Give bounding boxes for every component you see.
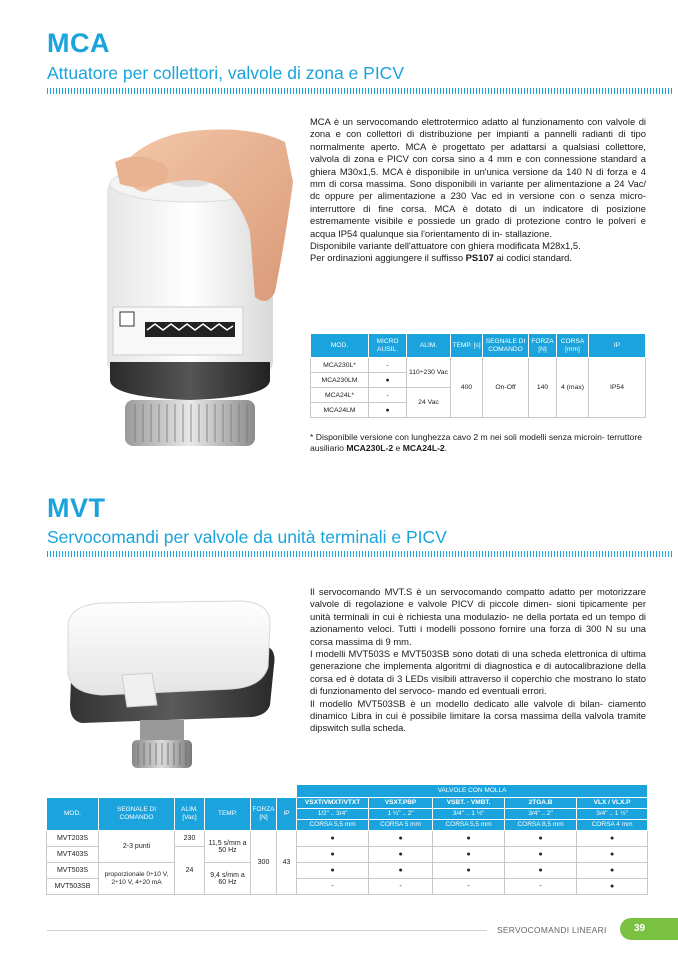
mca-row-micro: - [369, 388, 407, 403]
mvt-table-group-header [47, 785, 648, 798]
mvt-mark: ● [297, 863, 369, 879]
mvt-table-valve-names [47, 798, 648, 809]
mvt-col-forza: FORZA [N] [251, 798, 277, 831]
page-number-badge: 39 [620, 918, 678, 940]
mvt-mark: ● [577, 831, 648, 847]
mca-col-ip: IP [589, 334, 646, 358]
mvt-valves-group: VALVOLE CON MOLLA [297, 785, 648, 798]
mca-order-text [310, 252, 646, 264]
mca-order-pre: Per ordinazioni aggiungere il suffisso [310, 252, 466, 264]
mca-row-mod: MCA230L* [311, 358, 369, 373]
mvt-alim-2: 24 [175, 847, 205, 895]
mvt-temp-2: 9,4 s/mm a 60 Hz [205, 863, 251, 895]
mca-order-post: ai codici standard. [493, 252, 572, 264]
mca-col-mod: MOD. [311, 334, 369, 358]
mca-forza: 140 [529, 358, 557, 418]
mvt-valve-corsa: CORSA 5,5 mm [433, 820, 505, 831]
mca-note-pre: * Disponibile versione con lunghezza cavo 2 m nei soli modelli senza microin- terruttore ausiliario [310, 432, 642, 453]
mca-footnote [310, 432, 646, 454]
mvt-mark: ● [433, 831, 505, 847]
mvt-desc-2: I modelli MVT503S e MVT503SB sono dotati di una scheda elettronica di ultima generazione che implementa algoritmi di diagnostica e di autocalibrazione della corsa ed è dotata di 3 LEDs visibili attraverso il coperchio che mostrano lo stato di funzionamento del servoco- mando ed eventuali errori. [310, 648, 646, 697]
mca-order-suffix: PS107 [465, 252, 494, 264]
mvt-alim-1: 230 [175, 831, 205, 847]
table-row [47, 831, 648, 847]
mvt-valve-corsa: CORSA 5 mm [369, 820, 433, 831]
mca-note-model-2: MCA24L-2 [402, 443, 445, 453]
mvt-col-mod: MOD. [47, 798, 99, 831]
mca-row-micro: - [369, 358, 407, 373]
mvt-subtitle: Servocomandi per valvole da unità terminali e PICV [47, 527, 447, 547]
mvt-spec-table [46, 784, 648, 895]
mvt-valve-size: 1/2" .. 3/4" [297, 809, 369, 820]
mca-table-header [311, 334, 646, 358]
mca-col-corsa: CORSA [mm] [557, 334, 589, 358]
mvt-valve-name: 2TGA.B [505, 798, 577, 809]
mvt-title: MVT [47, 493, 106, 523]
mvt-mark: - [297, 879, 369, 895]
mca-variant-text: Disponibile variante dell'attuatore con ghiera modificata M28x1,5. [310, 240, 581, 252]
mca-subtitle: Attuatore per collettori, valvole di zona e PICV [47, 63, 404, 83]
mvt-col-temp: TEMP. [205, 798, 251, 831]
mvt-desc-3: Il modello MVT503SB è un modello dedicato alle valvole di bilan- ciamento dinamico Libra in cui è possibile limitare la corsa massima della valvola tramite dipswitch sulla scheda. [310, 697, 646, 734]
mvt-desc-1: Il servocomando MVT.S è un servocomando compatto adatto per motorizzare valvole di regolazione e valvole PICV di piccole dimen- sioni tipicamente per unità terminali in cui è richiesta una modulazio- ne della portata ed un tempo di azionamento veloci. Tutti i modelli possono fornire una forza di 300 N su una corsa massima di 9 mm. [310, 586, 646, 647]
mca-note-end: . [444, 443, 448, 453]
mvt-mark: - [369, 879, 433, 895]
mvt-mark: ● [505, 847, 577, 863]
footer-section-label: SERVOCOMANDI LINEARI [497, 925, 607, 935]
mvt-table-spacer [47, 785, 297, 798]
mvt-divider [47, 551, 672, 557]
mvt-valve-corsa: CORSA 5,5 mm [297, 820, 369, 831]
mca-col-segnale: SEGNALE DI COMANDO [483, 334, 529, 358]
mca-divider [47, 88, 672, 94]
mca-temp: 400 [451, 358, 483, 418]
mca-segnale: On-Off [483, 358, 529, 418]
mvt-mark: ● [297, 847, 369, 863]
table-row [311, 358, 646, 373]
mvt-valve-size: 3/4" .. 1 ½" [577, 809, 648, 820]
table-row [47, 863, 648, 879]
mvt-col-segnale: SEGNALE DI COMANDO [99, 798, 175, 831]
mvt-mark: ● [577, 863, 648, 879]
mvt-description [310, 586, 646, 735]
mvt-mark: ● [433, 863, 505, 879]
mvt-row-mod: MVT503SB [47, 879, 99, 895]
mca-col-forza: FORZA [N] [529, 334, 557, 358]
mca-spec-table [310, 333, 646, 418]
mvt-row-mod: MVT203S [47, 831, 99, 847]
mvt-mark: ● [369, 847, 433, 863]
mca-row-mod: MCA24L* [311, 388, 369, 403]
mca-alim-24: 24 Vac [407, 388, 451, 418]
mca-corsa: 4 (max) [557, 358, 589, 418]
mvt-valve-name: VSBT. - VMBT. [433, 798, 505, 809]
mvt-mark: ● [505, 831, 577, 847]
mvt-segnale-2: proporzionale 0÷10 V, 2÷10 V, 4÷20 mA [99, 863, 175, 895]
mca-row-mod: MCA230LM [311, 373, 369, 388]
mvt-valve-size: 1 ¼" .. 2" [369, 809, 433, 820]
mca-note-and: e [393, 443, 403, 453]
mvt-mark: ● [369, 831, 433, 847]
mvt-mark: ● [369, 863, 433, 879]
mvt-col-alim: ALIM. [Vac] [175, 798, 205, 831]
mvt-valve-size: 3/4" .. 2" [505, 809, 577, 820]
mvt-mark: ● [505, 863, 577, 879]
mvt-mark: ● [433, 847, 505, 863]
mvt-row-mod: MVT503S [47, 863, 99, 879]
mvt-valve-name: VSXT.PBP [369, 798, 433, 809]
mvt-valve-corsa: CORSA 8,5 mm [505, 820, 577, 831]
mca-description-text: MCA è un servocomando elettrotermico adatto al funzionamento con valvole di zona e con collettori di distribuzione per impianti a pannelli radianti di tipo normalmente aperto. MCA è progettato per adattarsi a qualsiasi collettore, valvola di zona e PICV con corsa sino a 4 mm e con connessione standard a ghiera M30x1,5. MCA è disponibile in un'unica versione da 140 N di forza e 4 mm di corsa massima. Sono disponibili in variante per alimentazione a 24 Vac/ dc oppure per alimentazione a 230 Vac ed in versione con o senza micro-interruttore di fine corsa. MCA è dotato di un indicatore di posizione estremamente visibile e possiede un grado di protezione contro le polveri e acqua IP54 qualunque sia l'orientamento di in- stallazione. [310, 116, 646, 239]
mca-row-mod: MCA24LM [311, 403, 369, 418]
mvt-mark: ● [297, 831, 369, 847]
mvt-col-ip: IP [277, 798, 297, 831]
mvt-row-mod: MVT403S [47, 847, 99, 863]
mvt-valve-name: VSXT/VMXT/VTXT [297, 798, 369, 809]
mvt-ip: 43 [277, 831, 297, 895]
mvt-temp-1: 11,5 s/mm a 50 Hz [205, 831, 251, 863]
mvt-mark: ● [577, 879, 648, 895]
mca-col-alim: ALIM. [407, 334, 451, 358]
mca-alim-230: 110÷230 Vac [407, 358, 451, 388]
mca-col-temp: TEMP. [s] [451, 334, 483, 358]
mca-note-model-1: MCA230L-2 [346, 443, 394, 453]
mca-ip: IP54 [589, 358, 646, 418]
mvt-mark: ● [577, 847, 648, 863]
footer-line [47, 930, 487, 931]
mvt-valve-name: VLX / VLX.P [577, 798, 648, 809]
mvt-segnale-1: 2-3 punti [99, 831, 175, 863]
mca-row-micro: ● [369, 373, 407, 388]
mvt-actuator-image [62, 595, 287, 775]
mvt-forza: 300 [251, 831, 277, 895]
mvt-valve-corsa: CORSA 4 mm [577, 820, 648, 831]
mca-actuator-image [85, 122, 295, 467]
mca-title: MCA [47, 28, 110, 58]
mvt-mark: - [433, 879, 505, 895]
mca-description [310, 116, 646, 265]
mca-col-micro: MICRO AUSIL. [369, 334, 407, 358]
mvt-mark: - [505, 879, 577, 895]
mvt-valve-size: 3/4" .. 1 ½" [433, 809, 505, 820]
mca-row-micro: ● [369, 403, 407, 418]
